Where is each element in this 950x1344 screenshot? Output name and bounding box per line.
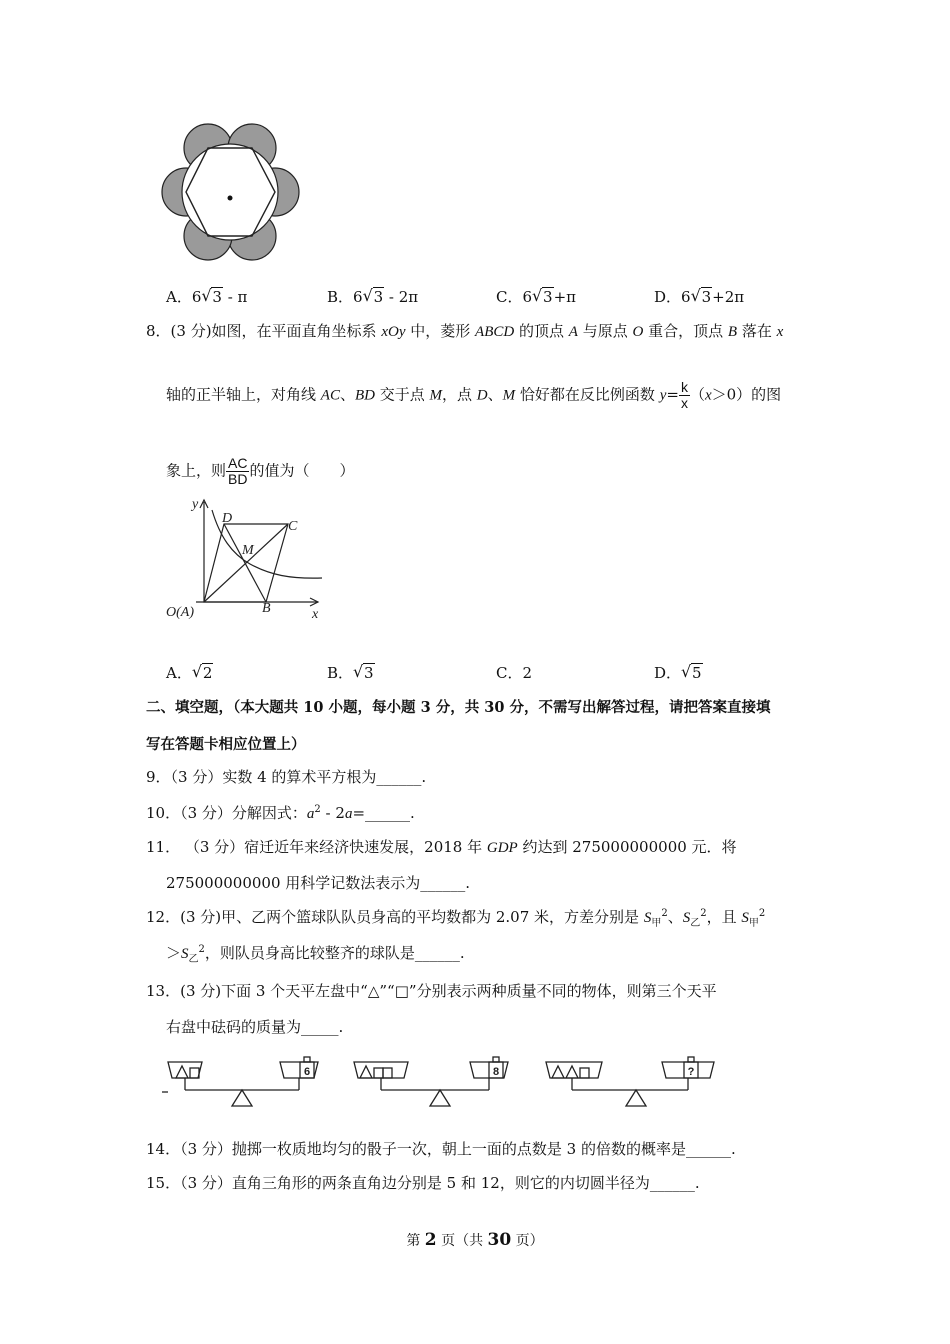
weight-label-3: ? [687, 1066, 695, 1078]
graph-label-origin: O(A) [166, 605, 194, 620]
graph-label-c: C [288, 519, 298, 534]
q8-option-b[interactable]: B． √ 3 [327, 662, 374, 682]
question-13: 13．(3 分)下面 3 个天平左盘中“△”“□”分别表示两种质量不同的物体，则第三个天平 [146, 982, 717, 1000]
diagonal-bd [224, 524, 266, 602]
question-12-cont: $>S_乙^2$，则队员身高比较整齐的球队是______. [166, 944, 465, 965]
weight-label-1: 6 [303, 1066, 311, 1078]
question-10: 10．（3 分）分解因式：$a^2$ - 2a=______. [146, 804, 415, 822]
q8-line3: 象上，则 $\frac{AC}{BD}$ 的值为（ ） [166, 455, 355, 487]
rhombus-graph [160, 492, 335, 624]
balance-scales-figure [162, 1048, 722, 1118]
question-11: 11． （3 分）宿迁近年来经济快速发展，2018 年 GDP 约达到 275000000000 元．将 [146, 838, 737, 856]
section-2-heading: 二、填空题，（本大题共 10 小题，每小题 3 分，共 30 分，不需写出解答过程，请把答案直接填 [146, 699, 771, 716]
hexagon-petal-figure [160, 118, 305, 273]
q8-line2: 轴的正半轴上，对角线 AC、BD 交于点 M，点 D、M 恰好都在反比例函数 y= $\frac{k}{x}$ （x＞0）的图 [166, 379, 782, 411]
question-12: 12．(3 分)甲、乙两个篮球队队员身高的平均数都为 2.07 米，方差分别是 $S_甲^2$、$S_乙^2$，且 $S_甲^2$ [146, 908, 766, 929]
q7-option-c[interactable]: C．6 √ 3+π [496, 286, 577, 306]
balance-2 [354, 1057, 508, 1106]
page-footer: 第 2 页（共 30 页） [406, 1230, 544, 1250]
q7-option-d[interactable]: D．6 √ 3+2π [654, 286, 745, 306]
diagonal-ac [204, 524, 288, 602]
question-9: 9．（3 分）实数 4 的算术平方根为______. [146, 768, 427, 786]
weight-label-2: 8 [492, 1066, 500, 1078]
balance-1 [162, 1057, 318, 1106]
q8-line1: 8．(3 分)如图，在平面直角坐标系 xOy 中，菱形 ABCD 的顶点 A 与原点 O 重合，顶点 B 落在 x [146, 322, 784, 340]
graph-label-d: D [222, 511, 233, 526]
balance-3 [546, 1057, 714, 1106]
question-15: 15．（3 分）直角三角形的两条直角边分别是 5 和 12，则它的内切圆半径为______. [146, 1174, 700, 1192]
question-11-cont: 275000000000 用科学记数法表示为______. [166, 874, 471, 892]
graph-label-m: M [242, 543, 254, 558]
q8-option-c[interactable]: C．2 [496, 664, 533, 682]
k-over-x-fraction: $\frac{k}{x}$ [680, 379, 688, 411]
question-13-cont: 右盘中砝码的质量为_____. [166, 1018, 344, 1036]
ac-over-bd-fraction: $\frac{AC}{BD}$ [228, 455, 248, 487]
graph-label-y: y [192, 497, 199, 512]
graph-label-b: B [262, 601, 271, 616]
q7-option-b[interactable]: B．6 √ 3 - 2π [327, 286, 419, 306]
graph-label-x: x [312, 607, 319, 622]
question-14: 14．（3 分）抛掷一枚质地均匀的骰子一次，朝上一面的点数是 3 的倍数的概率是______. [146, 1140, 736, 1158]
q8-option-d[interactable]: D． √ 5 [654, 662, 702, 682]
q7-option-a[interactable]: A．6 √ 3 - π [166, 286, 248, 306]
q8-option-a[interactable]: A． √ 2 [166, 662, 213, 682]
section-2-heading-cont: 写在答题卡相应位置上） [146, 736, 306, 753]
